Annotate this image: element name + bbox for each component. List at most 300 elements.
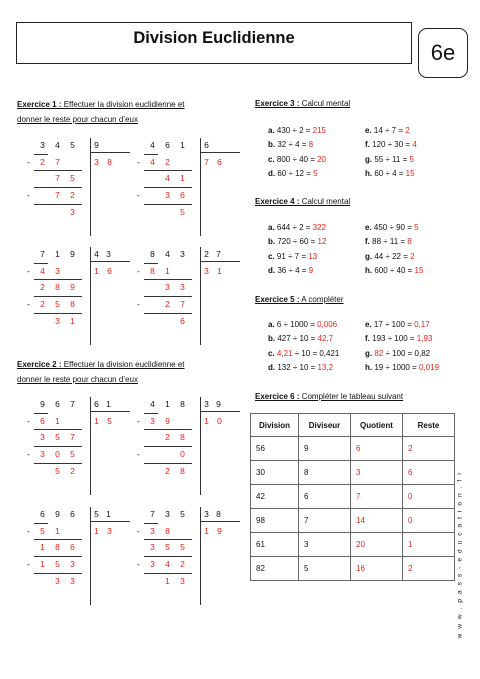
quotient-digit: 1 xyxy=(217,266,222,276)
step-digit: 8 xyxy=(70,299,75,309)
cell-division: 42 xyxy=(251,485,299,509)
item-letter: c. xyxy=(268,251,275,261)
quotient-digit: 1 xyxy=(94,416,99,426)
item-answer: 0,17 xyxy=(414,320,430,329)
subtraction-line xyxy=(34,187,82,188)
item-answer: 2 xyxy=(410,251,415,261)
dividend-digit: 3 xyxy=(165,509,170,519)
cell-division: 30 xyxy=(251,461,299,485)
step-digit: 2 xyxy=(165,466,170,476)
subtraction-line xyxy=(144,154,158,155)
ex5-item xyxy=(365,320,430,329)
header-quotient: Quotient xyxy=(351,414,403,437)
dividend-digit: 9 xyxy=(40,399,45,409)
divisor-digit: 2 xyxy=(204,249,209,259)
dividend-digit: 5 xyxy=(70,140,75,150)
minus-sign: - xyxy=(27,416,30,426)
ex5-item xyxy=(268,320,337,329)
item-letter: g. xyxy=(365,154,373,164)
table-row xyxy=(251,557,455,581)
step-digit: 4 xyxy=(150,157,155,167)
subtraction-line xyxy=(34,539,82,540)
step-digit: 2 xyxy=(70,190,75,200)
cell-reste: 1 xyxy=(403,533,455,557)
item-expression: 450 ÷ 90 = xyxy=(373,223,415,232)
item-letter: d. xyxy=(268,265,276,275)
ex5-item xyxy=(365,334,432,343)
table-row xyxy=(251,533,455,557)
dividend-digit: 1 xyxy=(55,249,60,259)
step-digit: 6 xyxy=(70,542,75,552)
divisor-digit: 6 xyxy=(94,399,99,409)
exercise-2-label: Exercice 2 : xyxy=(17,360,62,369)
subtraction-line xyxy=(144,573,192,574)
subtraction-line xyxy=(144,279,192,280)
item-expression: 32 ÷ 4 = xyxy=(277,140,309,150)
cell-diviseur: 5 xyxy=(299,557,351,581)
item-expression: 14 ÷ 7 = xyxy=(373,126,406,135)
header-reste: Reste xyxy=(403,414,455,437)
dividend-digit: 9 xyxy=(55,509,60,519)
subtraction-line xyxy=(144,313,192,314)
item-answer: 12 xyxy=(317,237,327,247)
step-digit: 6 xyxy=(40,416,45,426)
ex3-item xyxy=(268,140,313,149)
item-answer: 9 xyxy=(308,265,314,275)
item-expression: 60 ÷ 4 = xyxy=(374,168,406,178)
step-digit: 3 xyxy=(70,576,75,586)
item-letter: a. xyxy=(268,126,275,135)
item-expression: 120 ÷ 30 = xyxy=(372,140,413,150)
item-answer: 1,93 xyxy=(416,334,433,344)
exercise-1-text-2: donner le reste pour chacun d’eux xyxy=(17,115,138,124)
subtraction-line xyxy=(144,556,192,557)
item-expression: 430 ÷ 2 = xyxy=(276,126,313,135)
item-letter: h. xyxy=(365,168,373,178)
table-row xyxy=(251,461,455,485)
subtraction-line xyxy=(34,204,82,205)
subtraction-line xyxy=(144,187,192,188)
dividend-digit: 4 xyxy=(150,140,155,150)
item-letter: c. xyxy=(268,154,275,164)
divisor-digit: 1 xyxy=(106,509,111,519)
divisor-digit: 3 xyxy=(204,399,209,409)
step-digit: 3 xyxy=(40,432,45,442)
cell-reste: 0 xyxy=(403,509,455,533)
ex4-item xyxy=(365,223,419,232)
step-digit: 2 xyxy=(165,157,170,167)
cell-diviseur: 8 xyxy=(299,461,351,485)
step-digit: 2 xyxy=(165,299,170,309)
exercise-2-text: Effectuer la division euclidienne et xyxy=(61,360,185,369)
table-row xyxy=(251,509,455,533)
item-answer: 0,006 xyxy=(317,320,338,329)
subtraction-line xyxy=(144,446,192,447)
header-division: Division xyxy=(251,414,299,437)
step-digit: 3 xyxy=(180,576,185,586)
table-row xyxy=(251,437,455,461)
step-digit: 2 xyxy=(165,432,170,442)
quotient-digit: 7 xyxy=(204,157,209,167)
cell-quotient: 16 xyxy=(351,557,403,581)
exercise-3-heading xyxy=(255,96,350,111)
step-digit: 7 xyxy=(70,432,75,442)
step-digit: 3 xyxy=(150,416,155,426)
item-answer: 5 xyxy=(313,168,318,178)
subtraction-line xyxy=(34,523,48,524)
divisor-digit: 5 xyxy=(94,509,99,519)
item-letter: f. xyxy=(365,237,370,247)
cell-reste: 2 xyxy=(403,557,455,581)
step-digit: 2 xyxy=(70,466,75,476)
step-digit: 3 xyxy=(70,559,75,569)
item-answer: 42,7 xyxy=(317,334,334,344)
division-bracket-horizontal xyxy=(200,261,240,262)
item-letter: f. xyxy=(365,140,370,150)
subtraction-line xyxy=(34,413,48,414)
item-expression: 427 ÷ 10 = xyxy=(277,334,318,344)
quotient-digit: 3 xyxy=(94,157,99,167)
subtraction-line xyxy=(34,573,82,574)
minus-sign: - xyxy=(27,526,30,536)
step-digit: 3 xyxy=(70,207,75,217)
minus-sign: - xyxy=(137,266,140,276)
division-bracket-horizontal xyxy=(90,521,130,522)
step-digit: 5 xyxy=(40,526,45,536)
dividend-digit: 7 xyxy=(70,399,75,409)
grade-badge: 6e xyxy=(418,28,468,78)
dividend-digit: 7 xyxy=(150,509,155,519)
cell-quotient: 20 xyxy=(351,533,403,557)
step-digit: 7 xyxy=(55,173,60,183)
cell-reste: 6 xyxy=(403,461,455,485)
item-expression: 88 ÷ 11 = xyxy=(372,237,408,247)
item-answer: 82 xyxy=(374,348,384,358)
exercise-4-label: Exercice 4 : xyxy=(255,197,300,206)
subtraction-line xyxy=(144,429,192,430)
subtraction-line xyxy=(144,463,192,464)
item-letter: a. xyxy=(268,320,275,329)
subtraction-line xyxy=(34,556,82,557)
exercise-6-text: Compléter le tableau suivant xyxy=(299,392,404,401)
subtraction-line xyxy=(144,204,192,205)
cell-reste: 2 xyxy=(403,437,455,461)
step-digit: 5 xyxy=(55,432,60,442)
divisor-digit: 8 xyxy=(216,509,221,519)
cell-quotient: 6 xyxy=(351,437,403,461)
step-digit: 0 xyxy=(55,449,60,459)
exercise-4-heading xyxy=(255,194,350,209)
divisor-digit: 6 xyxy=(204,140,209,150)
ex3-item xyxy=(268,155,326,164)
quotient-digit: 6 xyxy=(217,157,222,167)
dividend-digit: 4 xyxy=(165,249,170,259)
dividend-digit: 1 xyxy=(165,399,170,409)
step-digit: 5 xyxy=(70,449,75,459)
item-answer: 15 xyxy=(405,168,415,178)
step-digit: 7 xyxy=(55,190,60,200)
step-digit: 8 xyxy=(55,542,60,552)
exercise-1-heading xyxy=(17,97,185,127)
item-letter: c. xyxy=(268,348,275,358)
item-expression: 800 ÷ 40 = xyxy=(276,154,318,164)
item-answer: 5 xyxy=(409,154,414,164)
subtraction-line xyxy=(34,313,82,314)
quotient-digit: 3 xyxy=(204,266,209,276)
subtraction-line xyxy=(34,263,48,264)
quotient-digit: 3 xyxy=(107,526,112,536)
subtraction-line xyxy=(144,263,158,264)
item-expression: 17 ÷ 100 = xyxy=(373,320,415,329)
item-answer: 322 xyxy=(312,223,327,232)
step-digit: 2 xyxy=(40,299,45,309)
step-digit: 3 xyxy=(150,542,155,552)
ex5-item xyxy=(268,349,339,358)
cell-quotient: 3 xyxy=(351,461,403,485)
step-digit: 7 xyxy=(55,157,60,167)
ex3-item xyxy=(365,155,414,164)
dividend-digit: 7 xyxy=(40,249,45,259)
item-answer: 15 xyxy=(414,265,424,275)
item-expression: 644 ÷ 2 = xyxy=(276,223,313,232)
step-digit: 1 xyxy=(55,416,60,426)
item-letter: e. xyxy=(365,320,372,329)
item-answer: 215 xyxy=(312,126,327,135)
subtraction-line xyxy=(144,170,192,171)
header-diviseur: Diviseur xyxy=(299,414,351,437)
dividend-digit: 8 xyxy=(180,399,185,409)
step-digit: 3 xyxy=(150,526,155,536)
subtraction-line xyxy=(144,413,158,414)
item-answer: 4 xyxy=(412,140,417,150)
exercise-5-heading xyxy=(255,292,344,307)
step-digit: 4 xyxy=(165,559,170,569)
step-digit: 1 xyxy=(165,266,170,276)
dividend-digit: 6 xyxy=(165,140,170,150)
exercise-3-label: Exercice 3 : xyxy=(255,99,300,108)
subtraction-line xyxy=(34,154,48,155)
item-expression-end: ÷ 100 = 0,82 xyxy=(383,348,431,358)
division-table xyxy=(250,413,455,581)
subtraction-line xyxy=(34,429,82,430)
quotient-digit: 1 xyxy=(94,266,99,276)
step-digit: 3 xyxy=(180,282,185,292)
divisor-digit: 9 xyxy=(216,399,221,409)
minus-sign: - xyxy=(27,559,30,569)
step-digit: 8 xyxy=(165,526,170,536)
ex4-item xyxy=(268,266,313,275)
exercise-6-heading xyxy=(255,389,403,404)
dividend-digit: 6 xyxy=(55,399,60,409)
item-answer: 2 xyxy=(405,126,410,135)
step-digit: 2 xyxy=(40,282,45,292)
item-letter: g. xyxy=(365,348,373,358)
ex5-item xyxy=(268,363,333,372)
division-bracket-horizontal xyxy=(90,411,130,412)
cell-division: 61 xyxy=(251,533,299,557)
minus-sign: - xyxy=(27,266,30,276)
dividend-digit: 5 xyxy=(180,509,185,519)
quotient-digit: 1 xyxy=(204,416,209,426)
step-digit: 5 xyxy=(55,466,60,476)
item-expression: 720 ÷ 60 = xyxy=(277,237,318,247)
item-answer: 20 xyxy=(317,154,327,164)
subtraction-line xyxy=(34,279,82,280)
step-digit: 5 xyxy=(55,299,60,309)
quotient-digit: 1 xyxy=(204,526,209,536)
cell-diviseur: 9 xyxy=(299,437,351,461)
minus-sign: - xyxy=(137,190,140,200)
quotient-digit: 0 xyxy=(217,416,222,426)
item-answer: 5 xyxy=(414,223,419,232)
minus-sign: - xyxy=(137,416,140,426)
exercise-1-text: Effectuer la division euclidienne et xyxy=(61,100,185,109)
item-letter: b. xyxy=(268,140,276,150)
exercise-3-text: Calcul mental xyxy=(299,99,351,108)
subtraction-line xyxy=(144,539,192,540)
quotient-digit: 6 xyxy=(107,266,112,276)
item-expression: 600 ÷ 40 = xyxy=(374,265,415,275)
cell-quotient: 14 xyxy=(351,509,403,533)
division-bracket-horizontal xyxy=(200,152,240,153)
item-answer: 8 xyxy=(407,237,412,247)
dividend-digit: 9 xyxy=(70,249,75,259)
division-bracket-horizontal xyxy=(90,152,130,153)
quotient-digit: 8 xyxy=(107,157,112,167)
step-digit: 3 xyxy=(165,190,170,200)
ex3-item xyxy=(268,169,318,178)
ex3-item xyxy=(365,169,415,178)
exercise-1-label: Exercice 1 : xyxy=(17,100,62,109)
step-digit: 5 xyxy=(55,559,60,569)
item-letter: d. xyxy=(268,362,276,372)
step-digit: 6 xyxy=(180,316,185,326)
step-digit: 6 xyxy=(180,190,185,200)
step-digit: 1 xyxy=(40,542,45,552)
cell-reste: 0 xyxy=(403,485,455,509)
divisor-digit: 3 xyxy=(106,249,111,259)
exercise-2-heading xyxy=(17,357,185,387)
item-letter: f. xyxy=(365,334,370,344)
step-digit: 5 xyxy=(165,542,170,552)
item-answer: 0,019 xyxy=(419,362,440,372)
item-answer: 13 xyxy=(308,251,318,261)
watermark-text: w w w . p a s s - e d u c a t i o n . f r xyxy=(456,471,464,639)
step-digit: 3 xyxy=(165,282,170,292)
ex5-item xyxy=(365,363,439,372)
dividend-digit: 3 xyxy=(180,249,185,259)
step-digit: 2 xyxy=(180,559,185,569)
exercise-5-label: Exercice 5 : xyxy=(255,295,300,304)
minus-sign: - xyxy=(137,526,140,536)
minus-sign: - xyxy=(137,559,140,569)
item-answer: 8 xyxy=(308,140,314,150)
division-bracket-horizontal xyxy=(200,411,240,412)
item-expression: 36 ÷ 4 = xyxy=(277,265,309,275)
step-digit: 8 xyxy=(180,432,185,442)
divisor-digit: 1 xyxy=(106,399,111,409)
cell-division: 56 xyxy=(251,437,299,461)
minus-sign: - xyxy=(27,190,30,200)
item-expression: 19 ÷ 1000 = xyxy=(374,362,419,372)
dividend-digit: 8 xyxy=(150,249,155,259)
ex4-item xyxy=(268,237,326,246)
step-digit: 8 xyxy=(55,282,60,292)
cell-diviseur: 6 xyxy=(299,485,351,509)
step-digit: 1 xyxy=(70,316,75,326)
dividend-digit: 6 xyxy=(70,509,75,519)
divisor-digit: 4 xyxy=(94,249,99,259)
step-digit: 8 xyxy=(150,266,155,276)
page-title: Division Euclidienne xyxy=(133,29,295,47)
step-digit: 3 xyxy=(55,316,60,326)
minus-sign: - xyxy=(137,449,140,459)
table-header-row xyxy=(251,414,455,437)
exercise-2-text-2: donner le reste pour chacun d’eux xyxy=(17,375,138,384)
step-digit: 5 xyxy=(70,173,75,183)
item-expression: 6 ÷ 1000 = xyxy=(276,320,318,329)
exercise-4-text: Calcul mental xyxy=(299,197,351,206)
division-bracket-horizontal xyxy=(200,521,240,522)
item-letter: e. xyxy=(365,223,372,232)
ex3-item xyxy=(268,126,326,135)
minus-sign: - xyxy=(137,299,140,309)
item-letter: h. xyxy=(365,362,373,372)
step-digit: 5 xyxy=(180,542,185,552)
title-box xyxy=(16,22,412,64)
step-digit: 9 xyxy=(70,282,75,292)
step-digit: 7 xyxy=(180,299,185,309)
subtraction-line xyxy=(34,296,82,297)
cell-diviseur: 7 xyxy=(299,509,351,533)
ex4-item xyxy=(268,223,326,232)
item-expression: 55 ÷ 11 = xyxy=(374,154,410,164)
item-letter: b. xyxy=(268,237,276,247)
ex5-item xyxy=(268,334,333,343)
quotient-digit: 5 xyxy=(107,416,112,426)
ex4-item xyxy=(365,252,415,261)
item-letter: b. xyxy=(268,334,276,344)
item-letter: a. xyxy=(268,223,275,232)
step-digit: 1 xyxy=(40,559,45,569)
step-digit: 8 xyxy=(180,466,185,476)
step-digit: 0 xyxy=(180,449,185,459)
ex3-item xyxy=(365,126,410,135)
step-digit: 3 xyxy=(55,266,60,276)
divisor-digit: 3 xyxy=(204,509,209,519)
item-answer: 4,21 xyxy=(276,348,293,358)
dividend-digit: 1 xyxy=(180,140,185,150)
subtraction-line xyxy=(144,296,192,297)
item-letter: e. xyxy=(365,126,372,135)
item-letter: g. xyxy=(365,251,373,261)
step-digit: 3 xyxy=(40,449,45,459)
cell-division: 82 xyxy=(251,557,299,581)
ex4-item xyxy=(268,252,317,261)
subtraction-line xyxy=(144,523,158,524)
divisor-digit: 9 xyxy=(94,140,99,150)
ex5-item xyxy=(365,349,430,358)
item-expression: 44 ÷ 22 = xyxy=(374,251,411,261)
ex3-item xyxy=(365,140,417,149)
division-bracket-horizontal xyxy=(90,261,130,262)
step-digit: 4 xyxy=(165,173,170,183)
subtraction-line xyxy=(34,446,82,447)
step-digit: 3 xyxy=(55,576,60,586)
step-digit: 1 xyxy=(55,526,60,536)
cell-diviseur: 3 xyxy=(299,533,351,557)
item-letter: d. xyxy=(268,168,276,178)
